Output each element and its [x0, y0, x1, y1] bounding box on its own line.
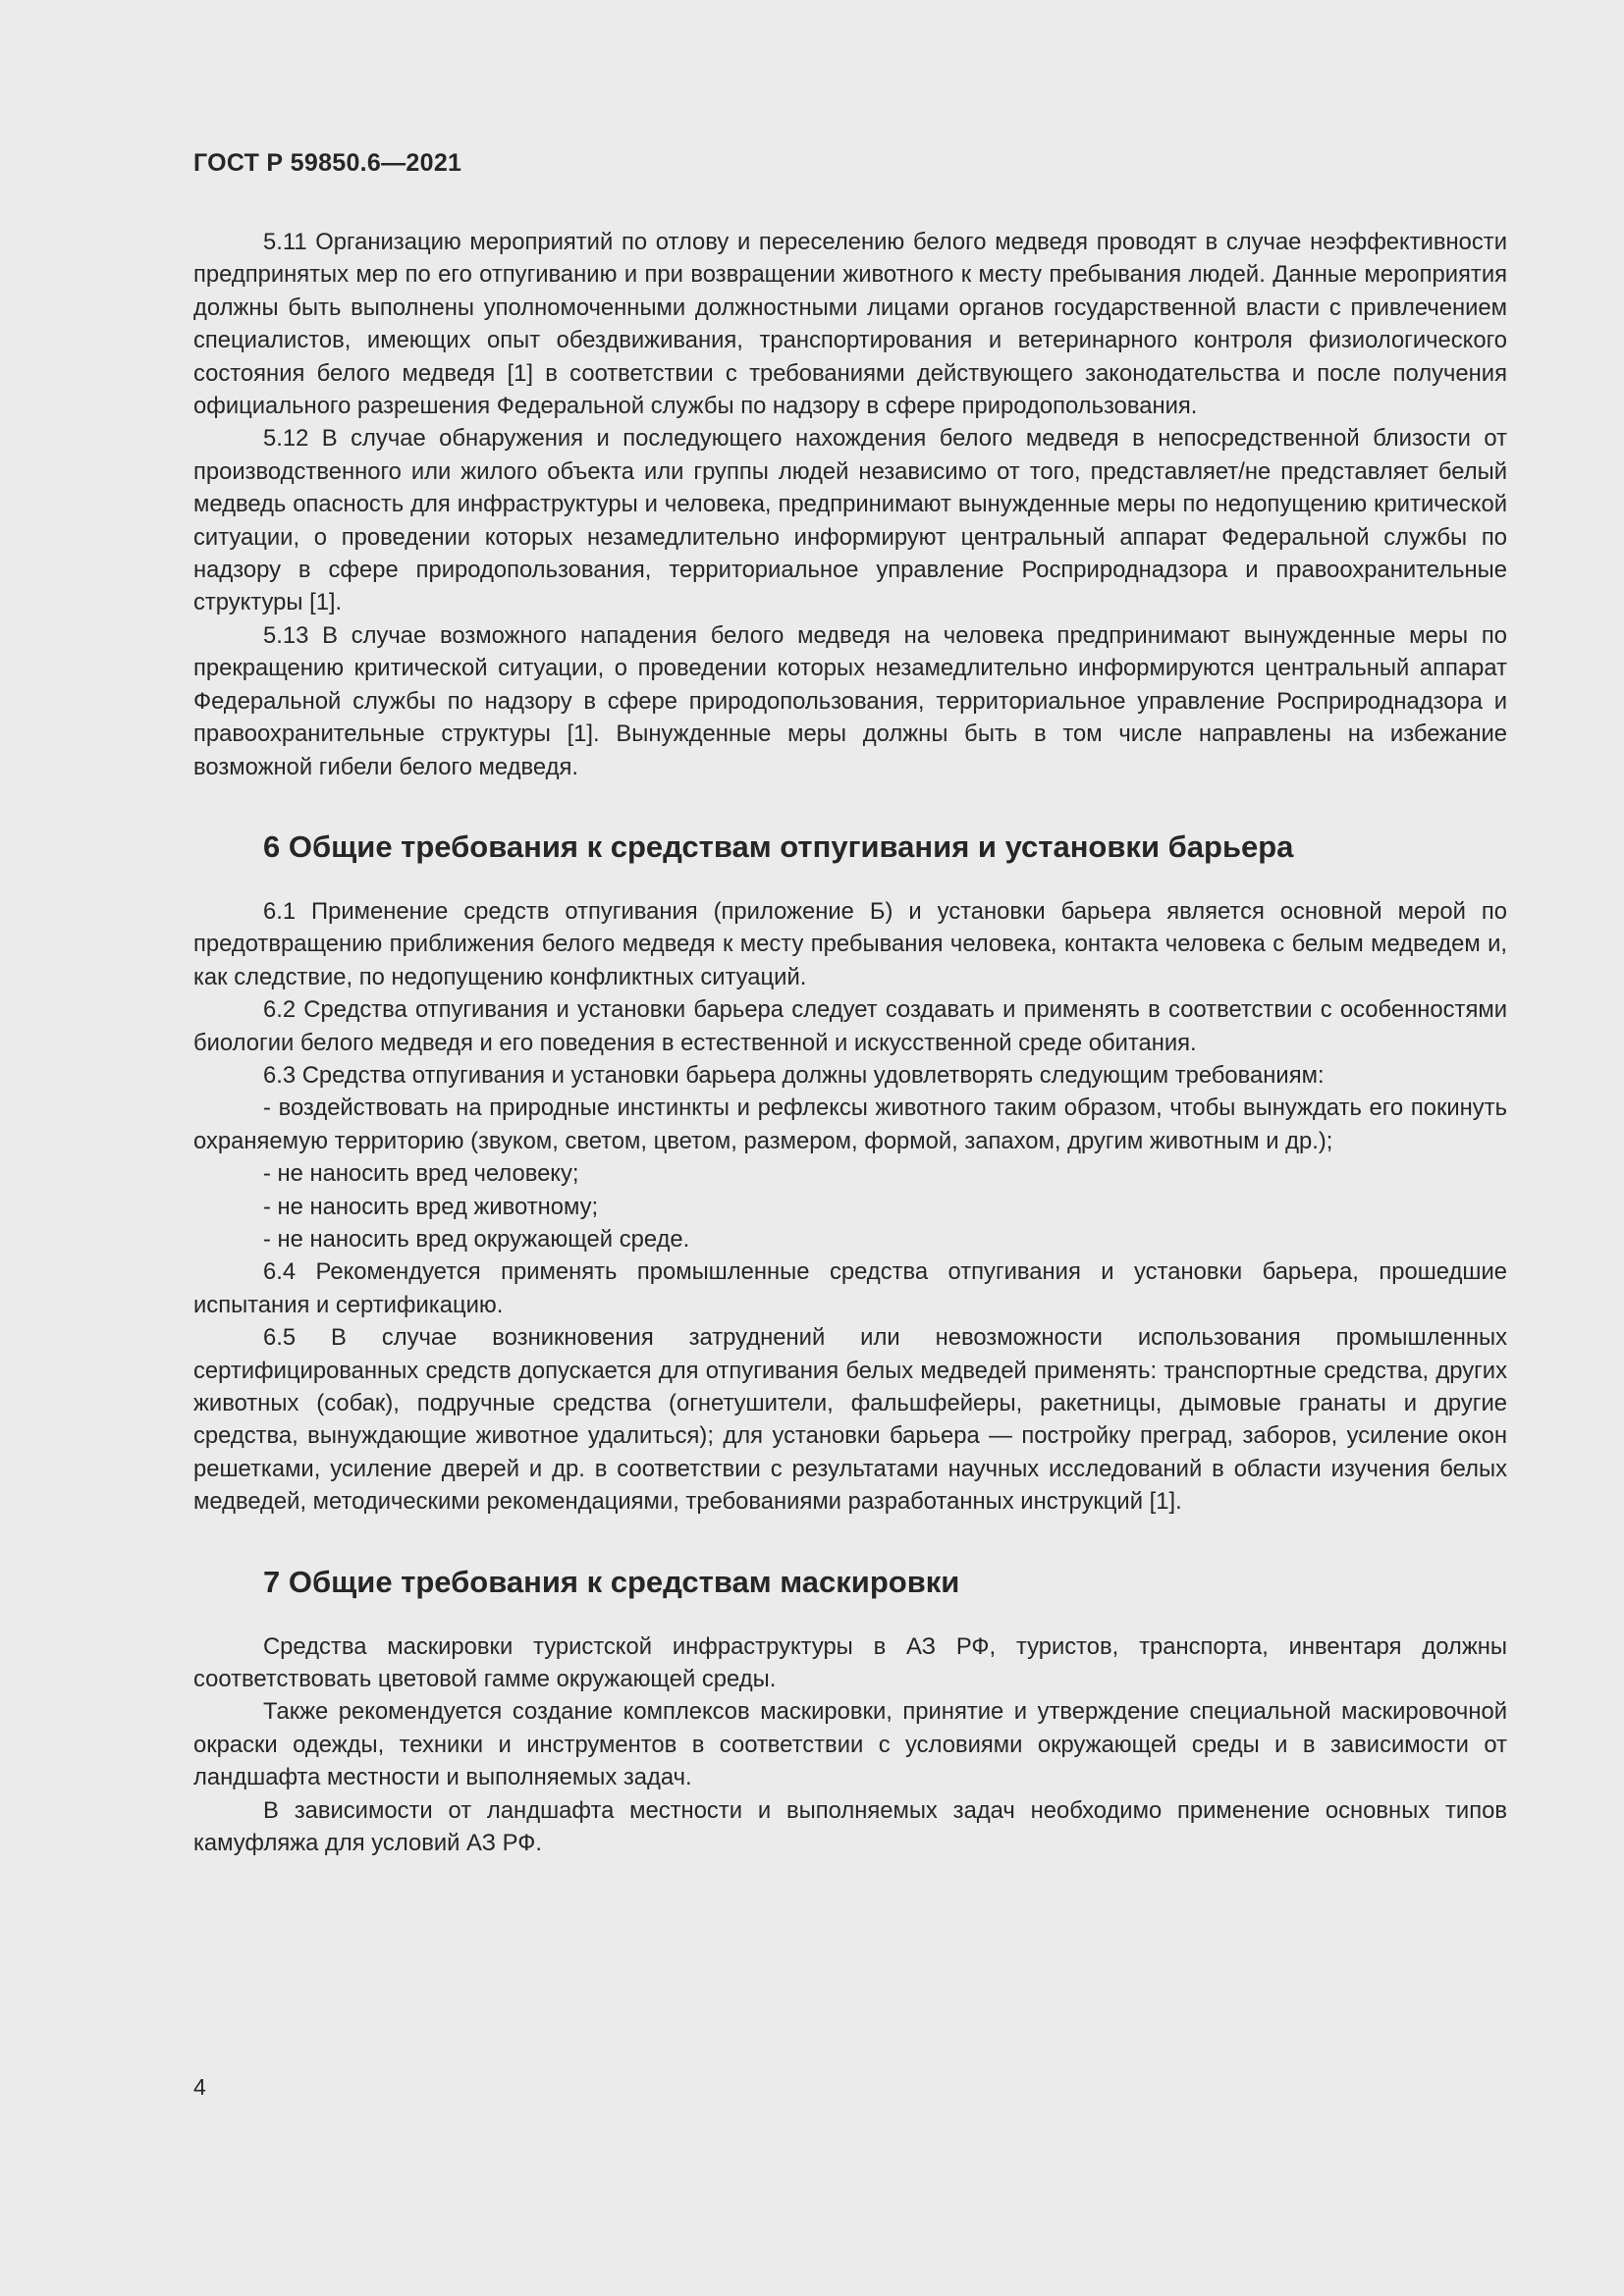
paragraph-6-3: 6.3 Средства отпугивания и установки барьера должны удовлетворять следующим требованиям:: [263, 1061, 1325, 1089]
page-number: 4: [193, 2074, 206, 2100]
requirement-item-4: - не наносить вред окружающей среде.: [263, 1225, 690, 1253]
paragraph-5-11: 5.11 Организацию мероприятий по отлову и переселению белого медведя проводят в случае неэффективности предпринятых мер по его отпугиванию и при возвращении животного к месту пребывания людей. Данные мероприятия должны быть выполнены уполномоченными должностными лицами органов государственной власти с привлечением специалистов, имеющих опыт обездвиживания, транспортирования и ветеринарного контроля физиологического состояния белого медведя [1] в соответствии с требованиями действующего законодательства и после получения официального разрешения Федеральной службы по надзору в сфере природопользования.: [193, 229, 1507, 420]
paragraph-6-4: 6.4 Рекомендуется применять промышленные средства отпугивания и установки барьера, прошедшие испытания и сертификацию.: [193, 1258, 1507, 1318]
paragraph-7-1: Средства маскировки туристской инфраструктуры в АЗ РФ, туристов, транспорта, инвентаря должны соответствовать цветовой гамме окружающей среды.: [193, 1632, 1507, 1693]
paragraph-6-5: 6.5 В случае возникновения затруднений или невозможности использования промышленных сертифицированных средств допускается для отпугивания белых медведей применять: транспортные средства, других животных (собак), подручные средства (огнетушители, фальшфейеры, ракетницы, дымовые гранаты и другие средства, вынуждающие животное удалиться); для установки барьера — постройку преград, заборов, усиление окон решетками, усиление дверей и др. в соответствии с результатами научных исследований в области изучения белых медведей, методическими рекомендациями, требованиями разработанных инструкций [1].: [193, 1324, 1507, 1516]
paragraph-6-2: 6.2 Средства отпугивания и установки барьера следует создавать и применять в соответствии с особенностями биологии белого медведя и его поведения в естественной и искусственной среде обитания.: [193, 996, 1507, 1056]
paragraph-7-3: В зависимости от ландшафта местности и выполняемых задач необходимо применение основных типов камуфляжа для условий АЗ РФ.: [193, 1796, 1507, 1857]
requirement-item-1: - воздействовать на природные инстинкты и рефлексы животного таким образом, чтобы вынуждать его покинуть охраняемую территорию (звуком, светом, цветом, размером, формой, запахом, другим животным и др.);: [193, 1095, 1507, 1154]
requirement-item-3: - не наносить вред животному;: [263, 1193, 599, 1220]
paragraph-7-2: Также рекомендуется создание комплексов маскировки, принятие и утверждение специальной маскировочной окраски одежды, техники и инструментов в соответствии с условиями окружающей среды и в зависимости от ландшафта местности и выполняемых задач.: [193, 1698, 1507, 1791]
section-7-heading: 7 Общие требования к средствам маскировки: [263, 1564, 960, 1599]
paragraph-5-13: 5.13 В случае возможного нападения белого медведя на человека предпринимают вынужденные меры по прекращению критической ситуации, о проведении которых незамедлительно информируются центральный аппарат Федеральной службы по надзору в сфере природопользования, территориальное управление Росприроднадзора и правоохранительные структуры [1]. Вынужденные меры должны быть в том числе направлены на избежание возможной гибели белого медведя.: [193, 621, 1507, 780]
document-code: ГОСТ Р 59850.6—2021: [193, 149, 462, 177]
requirement-item-2: - не наносить вред человеку;: [263, 1160, 579, 1188]
page-content: [193, 226, 1507, 1859]
section-6-heading: 6 Общие требования к средствам отпугивания и установки барьера: [263, 828, 1294, 864]
paragraph-6-1: 6.1 Применение средств отпугивания (приложение Б) и установки барьера является основной мерой по предотвращению приближения белого медведя к месту пребывания человека, контакта человека с белым медведем и, как следствие, по недопущению конфликтных ситуаций.: [193, 897, 1507, 990]
paragraph-5-12: 5.12 В случае обнаружения и последующего нахождения белого медведя в непосредственной близости от производственного или жилого объекта или группы людей независимо от того, представляет/не представляет белый медведь опасность для инфраструктуры и человека, предпринимают вынужденные меры по недопущению критической ситуации, о проведении которых незамедлительно информируют центральный аппарат Федеральной службы по надзору в сфере природопользования, территориальное управление Росприроднадзора и правоохранительные структуры [1].: [193, 425, 1507, 616]
